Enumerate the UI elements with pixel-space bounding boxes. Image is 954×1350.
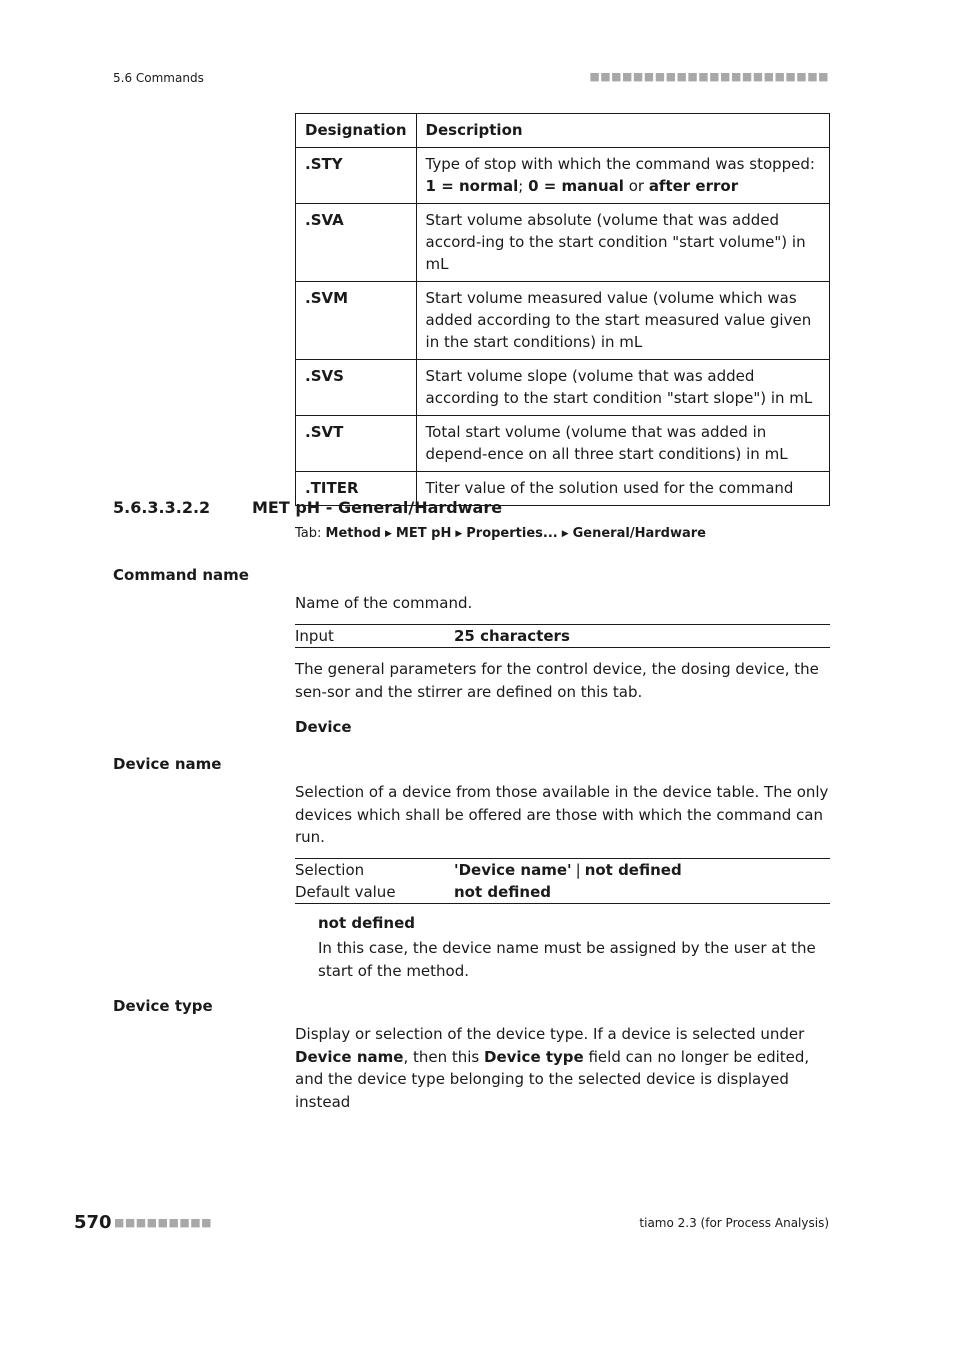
table-row — [296, 148, 830, 204]
breadcrumb-arrow-icon: ▶ — [385, 529, 392, 539]
designation-table — [295, 113, 830, 506]
page-number: 570 — [74, 1212, 112, 1233]
device-type-description: Display or selection of the device type. If a device is selected under Device name, then this Device type field can no longer be edited, and the device type belonging to the selected device is displayed instead — [295, 1025, 810, 1111]
designation-cell: .SVS — [296, 360, 417, 416]
description-cell: Type of stop with which the command was stopped: 1 = normal; 0 = manual or after error — [416, 148, 829, 204]
description-cell: Start volume measured value (volume which was added according to the start measured value given in the start conditions) in mL — [416, 282, 829, 360]
section-title: MET pH - General/Hardware — [252, 498, 503, 517]
breadcrumb-arrow-icon: ▶ — [455, 529, 463, 539]
designation-cell: .SVM — [296, 282, 417, 360]
parameter-row-default: Default value not defined — [295, 883, 551, 901]
column-header-designation: Designation — [296, 114, 417, 148]
table-row — [296, 204, 830, 282]
command-name-description: Name of the command. — [295, 594, 473, 612]
table-header-row — [296, 114, 830, 148]
table-row — [296, 282, 830, 360]
device-name-parameter-table — [295, 858, 830, 904]
designation-cell: .STY — [296, 148, 417, 204]
footer-product-name: tiamo 2.3 (for Process Analysis) — [639, 1216, 829, 1230]
description-cell: Start volume slope (volume that was added according to the start condition "start slope") in mL — [416, 360, 829, 416]
section-number: 5.6.3.3.2.2 — [113, 498, 211, 517]
breadcrumb-arrow-icon: ▶ — [561, 529, 569, 539]
device-name-label: Device name — [113, 755, 222, 773]
parameter-row-input: Input 25 characters — [295, 627, 570, 645]
general-parameters-text: The general parameters for the control device, the dosing device, the sen-sor and the stirrer are defined on this tab. — [295, 660, 819, 701]
designation-cell: .TITER — [296, 472, 417, 506]
header-decoration-dots: ■■■■■■■■■■■■■■■■■■■■■■ — [589, 70, 829, 83]
breadcrumb-general-hardware: General/Hardware — [572, 526, 706, 541]
description-cell: Start volume absolute (volume that was added accord-ing to the start condition "start volume") in mL — [416, 204, 829, 282]
device-name-description: Selection of a device from those available in the device table. The only devices which shall be offered are those with which the command can run. — [295, 783, 829, 846]
table-row — [296, 360, 830, 416]
parameter-row-selection: Selection 'Device name' | not defined — [295, 861, 682, 879]
breadcrumb-properties: Properties... — [466, 526, 558, 541]
table-row — [296, 416, 830, 472]
designation-cell: .SVA — [296, 204, 417, 282]
description-cell: Total start volume (volume that was added in depend-ence on all three start conditions) in mL — [416, 416, 829, 472]
device-type-label: Device type — [113, 997, 213, 1015]
device-subheading: Device — [295, 718, 352, 736]
option-title-not-defined: not defined — [318, 914, 415, 932]
breadcrumb-method: Method — [325, 526, 381, 541]
running-header-section: 5.6 Commands — [113, 71, 204, 85]
footer-decoration-dots: ■■■■■■■■■ — [114, 1216, 213, 1229]
option-description-not-defined: In this case, the device name must be assigned by the user at the start of the method. — [318, 939, 816, 980]
breadcrumb-met-ph: MET pH — [395, 526, 452, 541]
description-cell: Titer value of the solution used for the command — [416, 472, 829, 506]
tab-breadcrumb: Tab: Method ▶ MET pH ▶ Properties... ▶ General/Hardware — [295, 526, 706, 541]
designation-cell: .SVT — [296, 416, 417, 472]
column-header-description: Description — [416, 114, 829, 148]
command-name-label: Command name — [113, 566, 249, 584]
command-name-parameter-table — [295, 624, 830, 648]
